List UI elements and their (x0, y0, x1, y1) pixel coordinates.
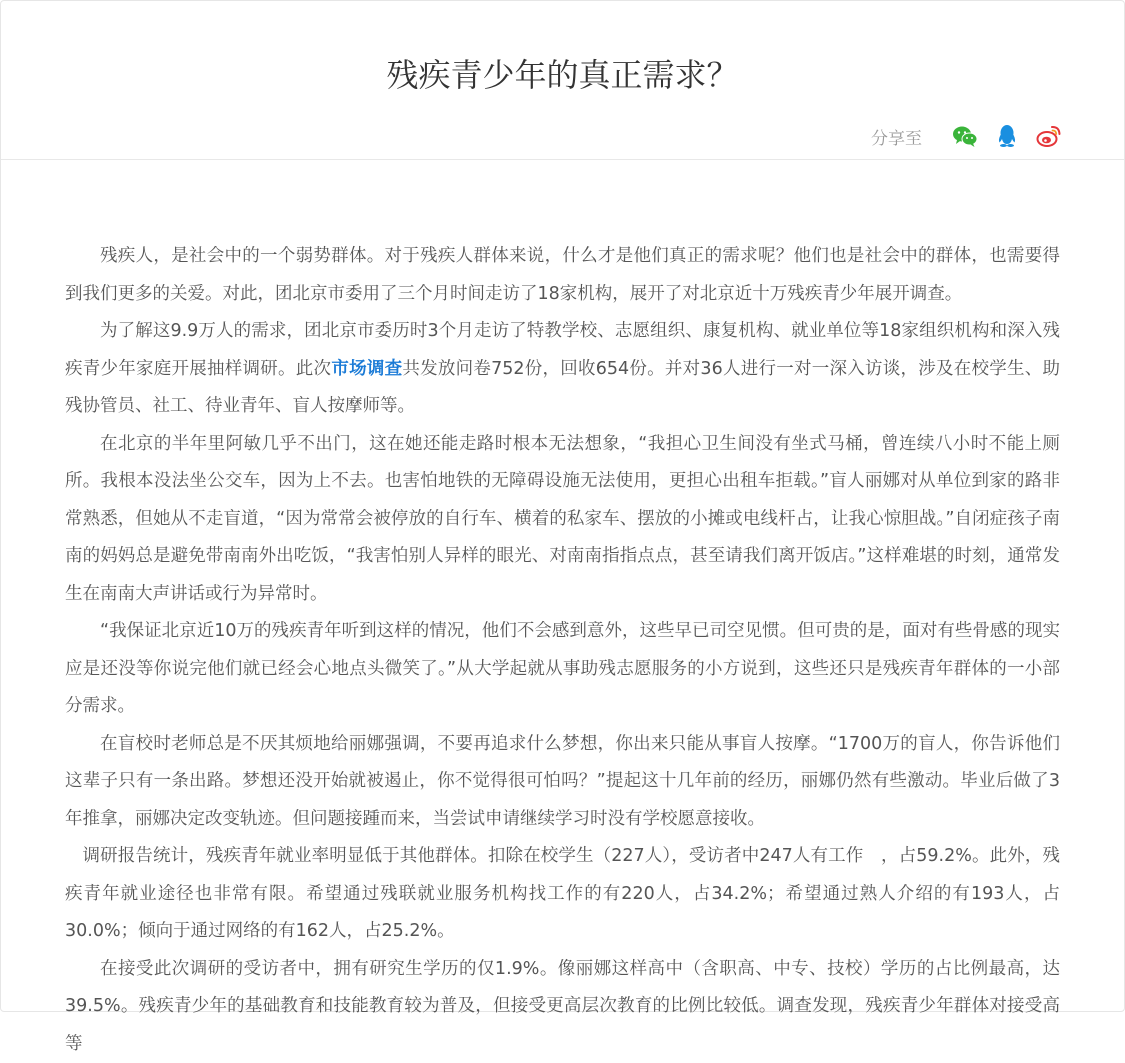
paragraph-4: “我保证北京近10万的残疾青年听到这样的情况，他们不会感到意外，这些早已司空见惯。但可贵的是，面对有些骨感的现实应是还没等你说完他们就已经会心地点头微笑了。”从大学起就从事助残志愿服务的小方说到，这些还只是残疾青年群体的一小部分需求。 (65, 613, 1060, 726)
paragraph-2 (65, 313, 1060, 426)
wechat-icon[interactable] (952, 123, 978, 149)
article-body (65, 238, 1060, 1063)
article-header (1, 1, 1124, 160)
article-title: 残疾青少年的真正需求？ (1, 53, 1124, 97)
paragraph-1: 残疾人，是社会中的一个弱势群体。对于残疾人群体来说，什么才是他们真正的需求呢？他们也是社会中的群体，也需要得到我们更多的关爱。对此，团北京市委用了三个月时间走访了18家机构，展开了对北京近十万残疾青少年展开调查。 (65, 238, 1060, 313)
paragraph-2-after: 共发放问卷752份，回收654份。并对36人进行一对一深入访谈，涉及在校学生、助残协管员、社工、待业青年、盲人按摩师等。 (65, 359, 1060, 417)
market-research-link[interactable]: 市场调查 (331, 359, 402, 379)
paragraph-3: 在北京的半年里阿敏几乎不出门，这在她还能走路时根本无法想象，“我担心卫生间没有坐式马桶，曾连续八小时不能上厕所。我根本没法坐公交车，因为上不去。也害怕地铁的无障碍设施无法使用，更担心出租车拒载。”盲人丽娜对从单位到家的路非常熟悉，但她从不走盲道，“因为常常会被停放的自行车、横着的私家车、摆放的小摊或电线杆占，让我心惊胆战。”自闭症孩子南南的妈妈总是避免带南南外出吃饭，“我害怕别人异样的眼光、对南南指指点点，甚至请我们离开饭店。”这样难堪的时刻，通常发生在南南大声讲话或行为异常时。 (65, 426, 1060, 614)
paragraph-5: 在盲校时老师总是不厌其烦地给丽娜强调，不要再追求什么梦想，你出来只能从事盲人按摩。“1700万的盲人，你告诉他们这辈子只有一条出路。梦想还没开始就被遏止，你不觉得很可怕吗？”提起这十几年前的经历，丽娜仍然有些激动。毕业后做了3年推拿，丽娜决定改变轨迹。但问题接踵而来，当尝试申请继续学习时没有学校愿意接收。 (65, 726, 1060, 839)
paragraph-2-before: 为了解这9.9万人的需求，团北京市委历时3个月走访了特教学校、志愿组织、康复机构、就业单位等18家组织机构和深入残疾青少年家庭开展抽样调研。此次 (65, 321, 1060, 379)
weibo-icon[interactable] (1036, 123, 1062, 149)
qq-icon[interactable] (994, 123, 1020, 149)
paragraph-7: 在接受此次调研的受访者中，拥有研究生学历的仅1.9%。像丽娜这样高中（含职高、中专、技校）学历的占比例最高，达39.5%。残疾青少年的基础教育和技能教育较为普及，但接受更高层次教育的比例比较低。调查发现，残疾青少年群体对接受高等 (65, 951, 1060, 1063)
paragraph-6: 调研报告统计，残疾青年就业率明显低于其他群体。扣除在校学生（227人），受访者中247人有工作 ，占59.2%。此外，残疾青年就业途径也非常有限。希望通过残联就业服务机构找工作的有220人，占34.2%；希望通过熟人介绍的有193人，占30.0%；倾向于通过网络的有162人，占25.2%。 (65, 838, 1060, 951)
share-label: 分享至 (871, 124, 922, 149)
share-bar (871, 121, 1062, 151)
